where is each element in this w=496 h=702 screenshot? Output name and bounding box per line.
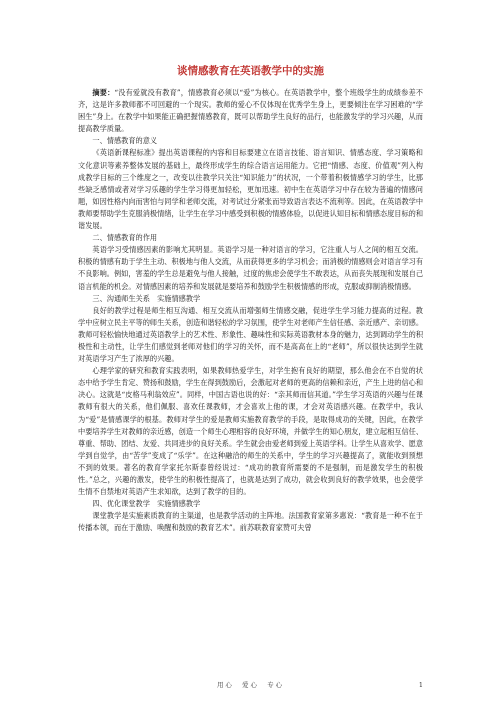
footer-motto: 用心 爱心 专心	[216, 681, 285, 689]
section-3-paragraph-2: 心理学家的研究和教育实践表明，如果教师热爱学生，对学生抱有良好的期望，那么他会在不自觉的状态中给予学生肯定、赞扬和鼓励，学生在得到鼓励后，会激起对老师的更高的信赖和亲近，产生上进的信心和决心。这就是“皮格马利翁效应”。同样，中国古语也说的好：“亲其师而信其道。”学生学习英语的兴趣与任课教师有很大的关系，他们佩服、喜欢任课教师，才会喜欢上他的课，才会对英语感兴趣。在教学中，我认为“爱”是情感课学的根基。教师对学生的爱是教师实施教育教学的手段，是取得成功的关键，因此，在教学中要培养学生对教师的亲近感，创造一个师生心理相容的良好环境，并做学生的知心朋友，建立起相互信任、尊重、帮助、团结、友爱、共同进步的良好关系。学生就会由爱老师到爱上英语学科。让学生从喜欢学、愿意学到自觉学，由“苦学”变成了“乐学”。在这种融洽的师生的关系中，学生的学习兴趣提高了，就能收到预想不到的效果。著名的教育学家托尔斯泰曾经说过：“成功的教育所需要的不是强制，而是激发学生的积极性。”总之，兴趣的激发，使学生的积极性提高了，也就是达到了成功，就会收到良好的教学效果，也会使学生情不自禁地对英语产生求知欲，达到了教学的目的。	[78, 366, 424, 497]
document-body	[78, 64, 423, 534]
page-footer	[78, 681, 423, 690]
document-title: 谈情感教育在英语教学中的实施	[177, 65, 324, 77]
abstract	[78, 87, 423, 135]
section-2-paragraph: 英语学习受情感因素的影响尤其明显。英语学习是一种对语言的学习，它注重人与人之间的相互交流。积极的情感有助于学生主动、积极地与他人交流，从而获得更多的学习机会；而消极的情感则会对语言学习有不良影响。例如，害羞的学生总是避免与他人接触，过度的焦虑会使学生不敢表达，从而丧失展现和发展自己语言机能的机会。对情感因素的培养和发展就是要培养和鼓励学生积极情感的形成，克服或抑制消极情感。	[78, 245, 424, 291]
section-heading-4: 四、优化课堂教学 实施情感教学	[92, 499, 201, 509]
section-heading-2: 二、情感教育的作用	[92, 233, 158, 243]
abstract-label: 摘要：	[92, 88, 115, 97]
section-3-paragraph-1: 良好的教学过程是师生相互沟通、相互交流从而增强师生情感交融，促进学生学习能力提高的过程。教学中应树立民主平等的师生关系，创造和谐轻松的学习氛围，使学生对老师产生信任感、亲近感产、亲切感。教师可轻松愉快地通过英语教学上的艺术性、形象性、趣味性和实际英语教材本身的魅力，达到调动学生的积极性和主动性，让学生们感觉到老师对他们的学习的关怀，而不是高高在上的“老师”，所以很快达到学生就对英语学习产生了浓厚的兴趣。	[78, 305, 424, 364]
section-4-paragraph: 课堂教学是实施素质教育的主渠道，也是教学活动的主阵地。法国教育家第多惠说：“教育是一种不在于传播本领，而在于激励、唤醒和鼓励的教育艺术”。前苏联教育家赞可夫曾	[78, 511, 423, 533]
page-number: 1	[418, 681, 423, 689]
section-heading-3: 三、沟通师生关系 实施情感教学	[92, 293, 201, 303]
section-heading-1: 一、情感教育的意义	[92, 136, 158, 146]
section-1-paragraph: 《英语新课程标准》提出英语课程的内容和目标要建立在语言技能、语言知识、情感态度、学习策略和文化意识等素养整体发展的基础上，最终形成学生的综合语言运用能力。它把“情感、态度、价值观”列入构成教学目标的三个维度之一，改变以往教学只关注“知识能力”的状况，一个带着积极情感学习的学生，比那些缺乏感情或者对学习乐趣的学生学习得更加轻松，更加迅速。初中生在英语学习中存在较为普遍的情感问题，如因性格内向而害怕与同学和老师交流，对考试过分紧张而导致语言表达不流利等。因此，在英语教学中教师要帮助学生克服消极情绪，让学生在学习中感受到积极的情感体验，以促进认知目标和情感态度目标的和谐发展。	[78, 148, 424, 231]
abstract-text: “没有爱就没有教育”，情感教育必须以“爱”为核心。在英语教学中，整个班级学生的成绩参差不齐，这是许多教师都不可回避的一个现实。教师的爱心不仅体现在优秀学生身上，更要倾注在学习困难的“学困生”身上。在教学中如果能正确把握情感教育，既可以帮助学生良好的品行，也能激发学的学习兴趣，从而提高教学质量。	[78, 88, 423, 134]
